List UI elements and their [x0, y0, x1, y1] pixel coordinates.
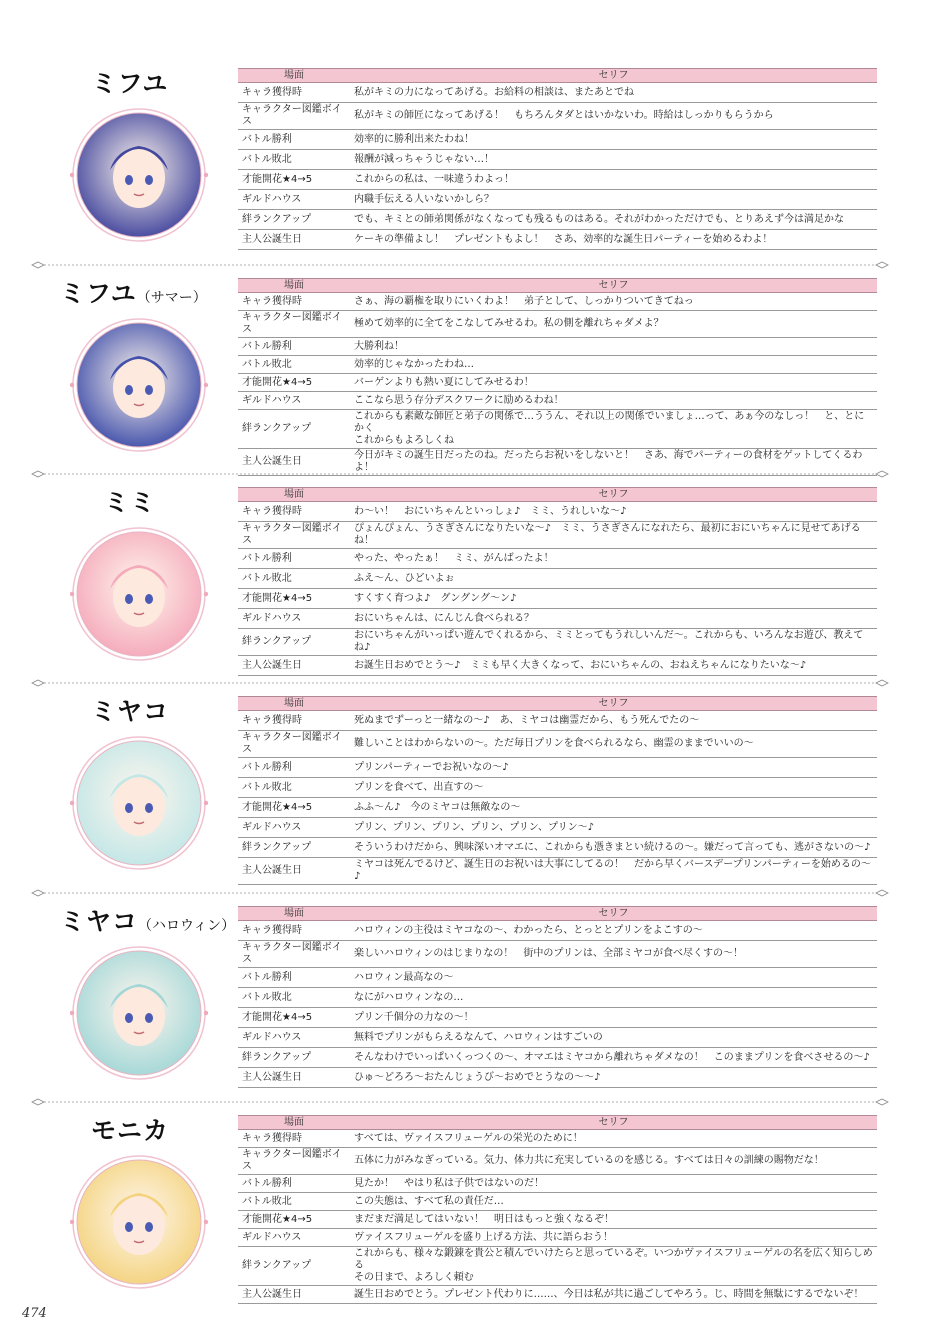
table-row	[238, 988, 877, 1008]
table-row	[238, 374, 877, 392]
table-row	[238, 1229, 877, 1247]
character-portrait	[70, 734, 208, 872]
line-cell: わ〜い！ おにいちゃんといっしょ♪ ミミ、うれしいな〜♪	[350, 502, 877, 522]
scene-cell: キャラ獲得時	[238, 711, 350, 731]
character-portrait	[70, 1153, 208, 1291]
character-portrait	[70, 316, 208, 454]
table-row	[238, 629, 877, 656]
scene-column-header: 場面	[238, 907, 350, 921]
dialogue-table	[238, 68, 877, 250]
character-name	[60, 1111, 200, 1147]
table-row	[238, 798, 877, 818]
line-cell: ひゅ〜どろろ〜おたんじょうび〜おめでとうなの〜〜♪	[350, 1068, 877, 1088]
scene-cell: キャラクター図鑑ボイス	[238, 522, 350, 549]
scene-cell: 才能開花★4→5	[238, 798, 350, 818]
line-column-header: セリフ	[350, 1116, 877, 1130]
line-cell: ミヤコは死んでるけど、誕生日のお祝いは大事にしてるの！ だから早くバースデープリンパーティーを始めるの〜♪	[350, 858, 877, 885]
portrait-frame	[70, 734, 208, 872]
line-cell: ハロウィン最高なの〜	[350, 968, 877, 988]
dialogue-table	[238, 487, 877, 676]
table-row	[238, 311, 877, 338]
scene-cell: バトル勝利	[238, 1175, 350, 1193]
line-cell: プリンパーティーでお祝いなの〜♪	[350, 758, 877, 778]
character-portrait	[70, 944, 208, 1082]
table-row	[238, 589, 877, 609]
character-name-main: ミヤコ	[60, 907, 139, 936]
line-column-header: セリフ	[350, 697, 877, 711]
table-row	[238, 210, 877, 230]
line-cell: ケーキの準備よし！ プレゼントもよし！ さあ、効率的な誕生日パーティーを始めるわよ！	[350, 230, 877, 250]
character-name-main: ミフユ	[60, 279, 137, 308]
line-cell: 死ぬまでずーっと一緒なの〜♪ あ、ミヤコは幽霊だから、もう死んでたの〜	[350, 711, 877, 731]
table-row	[238, 941, 877, 968]
scene-column-header: 場面	[238, 1116, 350, 1130]
section-divider	[30, 1097, 890, 1107]
scene-cell: 絆ランクアップ	[238, 838, 350, 858]
character-name-main: モニカ	[90, 1116, 169, 1145]
line-cell: ふふ〜ん♪ 今のミヤコは無敵なの〜	[350, 798, 877, 818]
page-number: 474	[22, 1306, 47, 1321]
scene-cell: ギルドハウス	[238, 818, 350, 838]
scene-cell: バトル敗北	[238, 1193, 350, 1211]
character-name	[60, 274, 207, 310]
scene-cell: 絆ランクアップ	[238, 1048, 350, 1068]
line-cell: そういうわけだから、興味深いオマエに、これからも憑きまとい続けるの〜。嫌だって言っても、逃がさないの〜♪	[350, 838, 877, 858]
line-cell: 極めて効率的に全てをこなしてみせるわ。私の側を離れちゃダメよ？	[350, 311, 877, 338]
scene-cell: バトル勝利	[238, 968, 350, 988]
character-portrait	[70, 525, 208, 663]
table-row	[238, 778, 877, 798]
table-row	[238, 338, 877, 356]
portrait-frame	[70, 316, 208, 454]
line-cell: 難しいことはわからないの〜。ただ毎日プリンを食べられるなら、幽霊のままでいいの〜	[350, 731, 877, 758]
dialogue-table	[238, 906, 877, 1088]
scene-cell: キャラ獲得時	[238, 502, 350, 522]
table-header-row	[238, 907, 877, 921]
scene-cell: バトル勝利	[238, 130, 350, 150]
scene-cell: ギルドハウス	[238, 190, 350, 210]
scene-cell: キャラクター図鑑ボイス	[238, 1148, 350, 1175]
scene-cell: 才能開花★4→5	[238, 1211, 350, 1229]
line-cell: まだまだ満足してはいない！ 明日はもっと強くなるぞ！	[350, 1211, 877, 1229]
scene-cell: キャラ獲得時	[238, 921, 350, 941]
table-row	[238, 1211, 877, 1229]
scene-column-header: 場面	[238, 488, 350, 502]
scene-cell: バトル敗北	[238, 150, 350, 170]
character-name-suffix: （ハロウィン）	[138, 918, 236, 934]
line-cell: 誕生日おめでとう。プレゼント代わりに……、今日は私が共に過ごしてやろう。じ、時間を無駄にするでないぞ！	[350, 1286, 877, 1304]
table-row	[238, 858, 877, 885]
scene-cell: バトル勝利	[238, 549, 350, 569]
character-name-main: ミフユ	[91, 69, 169, 98]
line-cell: これからの私は、一味違うわよっ！	[350, 170, 877, 190]
scene-cell: キャラ獲得時	[238, 1130, 350, 1148]
scene-cell: 主人公誕生日	[238, 656, 350, 676]
line-cell: プリン千個分の力なの〜！	[350, 1008, 877, 1028]
character-portrait	[70, 106, 208, 244]
table-row	[238, 569, 877, 589]
line-cell: 私がキミの師匠になってあげる！ もちろんタダとはいかないわ。時給はしっかりもらうから	[350, 103, 877, 130]
line-column-header: セリフ	[350, 488, 877, 502]
table-header-row	[238, 69, 877, 83]
line-cell: この失態は、すべて私の責任だ…	[350, 1193, 877, 1211]
character-name-main: ミヤコ	[90, 697, 169, 726]
line-cell: ヴァイスフリューゲルを盛り上げる方法、共に語らおう！	[350, 1229, 877, 1247]
character-name	[60, 483, 200, 519]
line-cell: 今日がキミの誕生日だったのね。だったらお祝いをしないと！ さあ、海でパーティーの食材をゲットしてくるわよ！	[350, 449, 877, 476]
scene-cell: バトル勝利	[238, 338, 350, 356]
scene-cell: 絆ランクアップ	[238, 1247, 350, 1286]
scene-cell: バトル勝利	[238, 758, 350, 778]
line-column-header: セリフ	[350, 907, 877, 921]
table-row	[238, 230, 877, 250]
line-column-header: セリフ	[350, 279, 877, 293]
section-divider	[30, 678, 890, 688]
character-name	[60, 692, 200, 728]
scene-cell: バトル敗北	[238, 778, 350, 798]
table-row	[238, 502, 877, 522]
line-cell: すくすく育つよ♪ グングング〜ン♪	[350, 589, 877, 609]
table-header-row	[238, 697, 877, 711]
line-cell: お誕生日おめでとう〜♪ ミミも早く大きくなって、おにいちゃんの、おねえちゃんになりたいな〜♪	[350, 656, 877, 676]
scene-cell: 才能開花★4→5	[238, 374, 350, 392]
scene-cell: 主人公誕生日	[238, 449, 350, 476]
line-cell: バーゲンよりも熱い夏にしてみせるわ！	[350, 374, 877, 392]
line-cell: なにがハロウィンなの…	[350, 988, 877, 1008]
dialogue-table	[238, 278, 877, 476]
table-row	[238, 1193, 877, 1211]
table-row	[238, 838, 877, 858]
portrait-frame	[70, 944, 208, 1082]
scene-cell: ギルドハウス	[238, 1028, 350, 1048]
portrait-frame	[70, 525, 208, 663]
line-cell: すべては、ヴァイスフリューゲルの栄光のために！	[350, 1130, 877, 1148]
line-cell: おにいちゃんがいっぱい遊んでくれるから、ミミとってもうれしいんだ〜。これからも、いろんなお遊び、教えてね♪	[350, 629, 877, 656]
line-cell: 報酬が減っちゃうじゃない…！	[350, 150, 877, 170]
line-cell: これからも素敵な師匠と弟子の関係で…ううん、それ以上の関係でいましょ…って、あぁ今のなしっ！ と、とにかく これからもよろしくね	[350, 410, 877, 449]
portrait-frame	[70, 1153, 208, 1291]
table-row	[238, 1048, 877, 1068]
table-row	[238, 1247, 877, 1286]
dialogue-table	[238, 1115, 877, 1304]
scene-cell: 主人公誕生日	[238, 1068, 350, 1088]
character-name	[60, 902, 236, 938]
table-row	[238, 1286, 877, 1304]
scene-cell: 主人公誕生日	[238, 1286, 350, 1304]
section-divider	[30, 888, 890, 898]
line-cell: 五体に力がみなぎっている。気力、体力共に充実しているのを感じる。すべては日々の訓練の賜物だな！	[350, 1148, 877, 1175]
table-row	[238, 410, 877, 449]
scene-cell: 絆ランクアップ	[238, 629, 350, 656]
line-cell: でも、キミとの師弟関係がなくなっても残るものはある。それがわかっただけでも、とりあえず今は満足かな	[350, 210, 877, 230]
table-row	[238, 1130, 877, 1148]
scene-cell: バトル敗北	[238, 569, 350, 589]
line-cell: 内職手伝える人いないかしら？	[350, 190, 877, 210]
line-cell: 楽しいハロウィンのはじまりなの！ 街中のプリンは、全部ミヤコが食べ尽くすの〜！	[350, 941, 877, 968]
scene-cell: 絆ランクアップ	[238, 410, 350, 449]
line-cell: ここなら思う存分デスクワークに励めるわね！	[350, 392, 877, 410]
table-row	[238, 522, 877, 549]
table-header-row	[238, 279, 877, 293]
scene-cell: 主人公誕生日	[238, 230, 350, 250]
table-row	[238, 392, 877, 410]
scene-cell: バトル敗北	[238, 988, 350, 1008]
table-row	[238, 170, 877, 190]
scene-cell: キャラ獲得時	[238, 83, 350, 103]
line-column-header: セリフ	[350, 69, 877, 83]
line-cell: 見たか！ やはり私は子供ではないのだ！	[350, 1175, 877, 1193]
table-row	[238, 1068, 877, 1088]
section-divider	[30, 260, 890, 270]
scene-cell: 才能開花★4→5	[238, 589, 350, 609]
line-cell: 大勝利ね！	[350, 338, 877, 356]
line-cell: ふえ〜ん、ひどいよぉ	[350, 569, 877, 589]
table-row	[238, 103, 877, 130]
section-divider	[30, 469, 890, 479]
line-cell: プリン、プリン、プリン、プリン、プリン、プリン〜♪	[350, 818, 877, 838]
table-row	[238, 758, 877, 778]
table-row	[238, 1148, 877, 1175]
line-cell: 私がキミの力になってあげる。お給料の相談は、またあとでね	[350, 83, 877, 103]
line-cell: やった、やったぁ！ ミミ、がんばったよ！	[350, 549, 877, 569]
scene-cell: 主人公誕生日	[238, 858, 350, 885]
table-row	[238, 356, 877, 374]
character-name-suffix: （サマー）	[136, 290, 207, 306]
scene-cell: ギルドハウス	[238, 609, 350, 629]
scene-column-header: 場面	[238, 279, 350, 293]
scene-cell: キャラ獲得時	[238, 293, 350, 311]
table-row	[238, 731, 877, 758]
line-cell: プリンを食べて、出直すの〜	[350, 778, 877, 798]
scene-cell: 才能開花★4→5	[238, 1008, 350, 1028]
scene-column-header: 場面	[238, 69, 350, 83]
line-cell: 効率的じゃなかったわね…	[350, 356, 877, 374]
table-row	[238, 293, 877, 311]
line-cell: おにいちゃんは、にんじん食べられる？	[350, 609, 877, 629]
table-row	[238, 1028, 877, 1048]
scene-cell: 才能開花★4→5	[238, 170, 350, 190]
table-row	[238, 190, 877, 210]
table-row	[238, 1008, 877, 1028]
line-cell: これからも、様々な鍛錬を貴公と積んでいけたらと思っているぞ。いつかヴァイスフリューゲルの名を広く知らしめる その日まで、よろしく頼む	[350, 1247, 877, 1286]
table-row	[238, 968, 877, 988]
dialogue-table	[238, 696, 877, 885]
scene-cell: キャラクター図鑑ボイス	[238, 941, 350, 968]
line-cell: そんなわけでいっぱいくっつくの〜、オマエはミヤコから離れちゃダメなの！ このままプリンを食べさせるの〜♪	[350, 1048, 877, 1068]
table-row	[238, 150, 877, 170]
table-header-row	[238, 488, 877, 502]
table-row	[238, 656, 877, 676]
table-row	[238, 818, 877, 838]
line-cell: ハロウィンの主役はミヤコなの〜、わかったら、とっととプリンをよこすの〜	[350, 921, 877, 941]
table-header-row	[238, 1116, 877, 1130]
line-cell: 効率的に勝利出来たわね！	[350, 130, 877, 150]
scene-cell: ギルドハウス	[238, 392, 350, 410]
table-row	[238, 609, 877, 629]
scene-cell: キャラクター図鑑ボイス	[238, 731, 350, 758]
line-cell: 無料でプリンがもらえるなんて、ハロウィンはすごいの	[350, 1028, 877, 1048]
scene-column-header: 場面	[238, 697, 350, 711]
scene-cell: バトル敗北	[238, 356, 350, 374]
table-row	[238, 1175, 877, 1193]
line-cell: さぁ、海の覇権を取りにいくわよ！ 弟子として、しっかりついてきてねっ	[350, 293, 877, 311]
table-row	[238, 83, 877, 103]
character-name	[60, 64, 200, 100]
scene-cell: キャラクター図鑑ボイス	[238, 103, 350, 130]
scene-cell: ギルドハウス	[238, 1229, 350, 1247]
table-row	[238, 549, 877, 569]
portrait-frame	[70, 106, 208, 244]
line-cell: ぴょんぴょん、うさぎさんになりたいな〜♪ ミミ、うさぎさんになれたら、最初におにいちゃんに見せてあげるね！	[350, 522, 877, 549]
table-row	[238, 711, 877, 731]
character-name-main: ミミ	[103, 488, 156, 517]
scene-cell: キャラクター図鑑ボイス	[238, 311, 350, 338]
table-row	[238, 921, 877, 941]
table-row	[238, 130, 877, 150]
scene-cell: 絆ランクアップ	[238, 210, 350, 230]
